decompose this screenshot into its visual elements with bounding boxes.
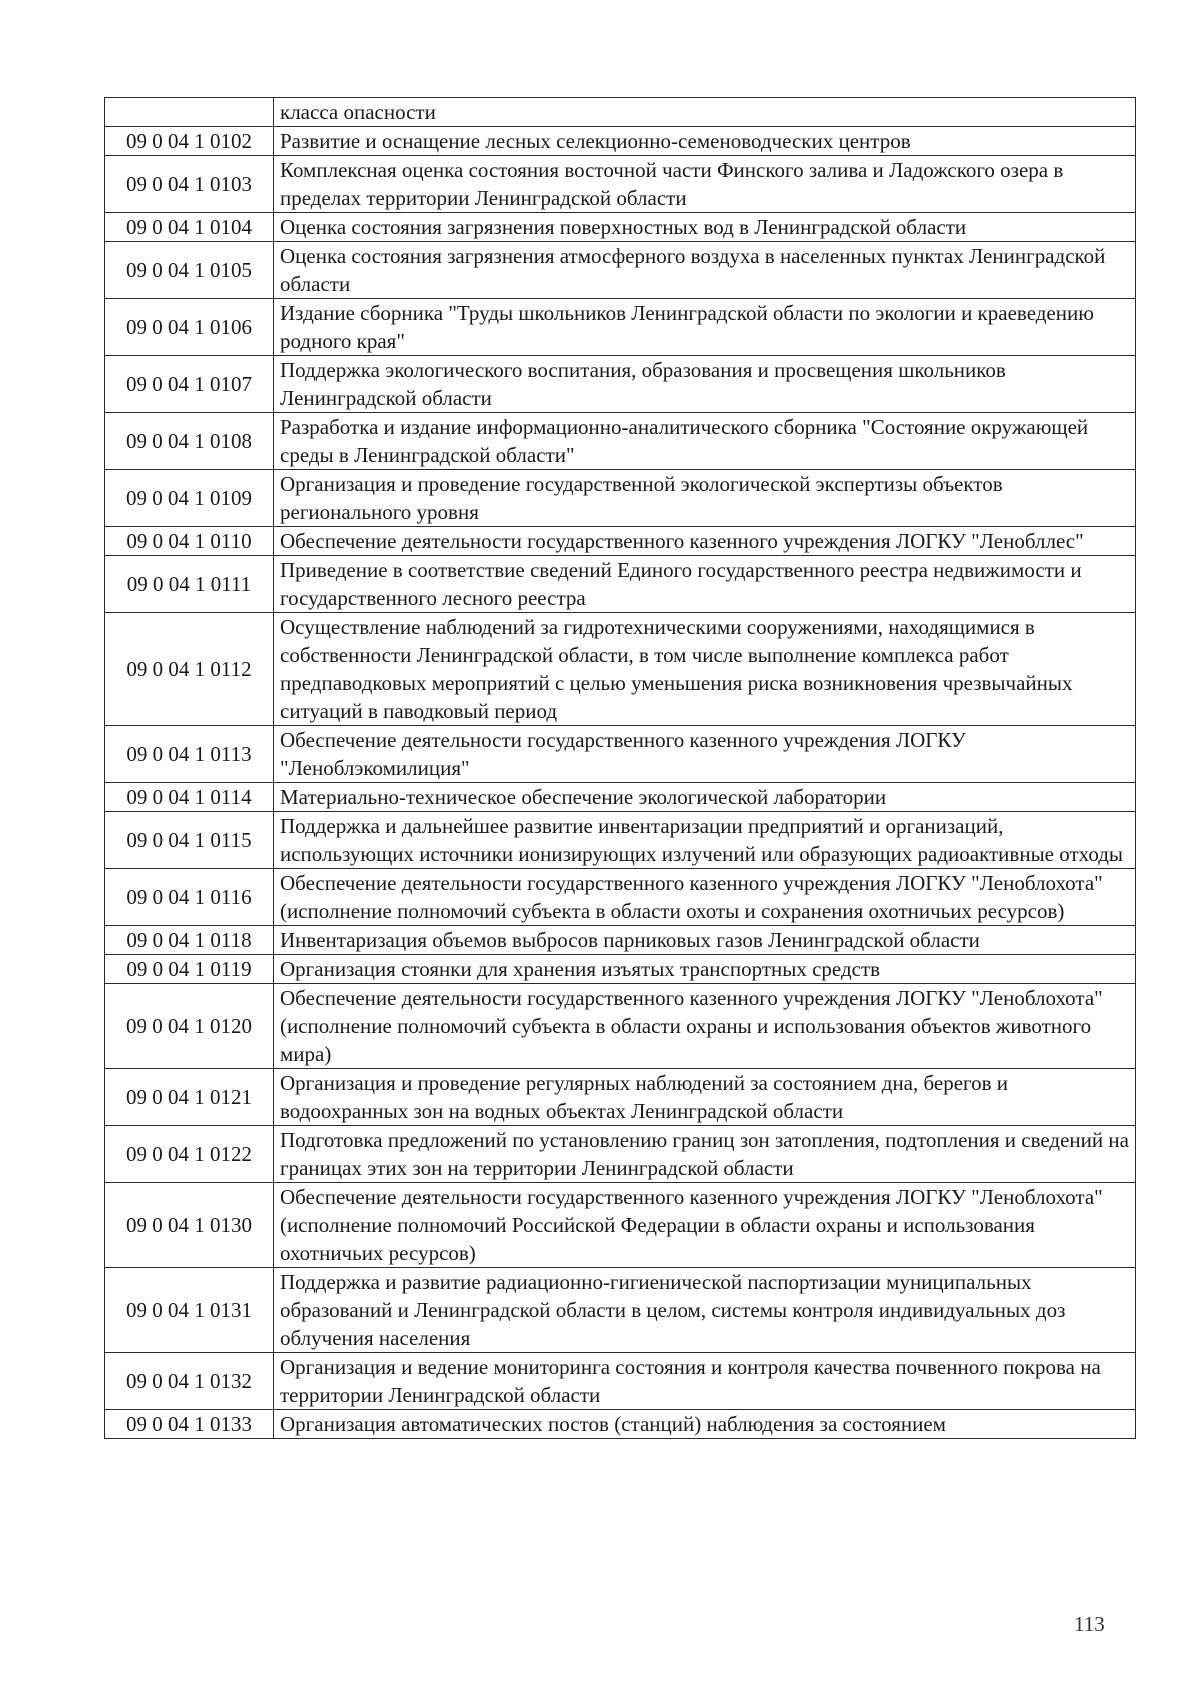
description-cell: Разработка и издание информационно-аналитического сборника "Состояние окружающей среды в Ленинградской области" [274, 413, 1136, 470]
table-row [105, 470, 1136, 527]
description-cell: Развитие и оснащение лесных селекционно-семеноводческих центров [274, 127, 1136, 156]
table-row [105, 1126, 1136, 1183]
description-cell: Издание сборника "Труды школьников Ленинградской области по экологии и краеведению родного края" [274, 299, 1136, 356]
code-cell: 09 0 04 1 0132 [105, 1353, 274, 1410]
description-cell: Оценка состояния загрязнения поверхностных вод в Ленинградской области [274, 213, 1136, 242]
code-cell: 09 0 04 1 0106 [105, 299, 274, 356]
description-cell: Осуществление наблюдений за гидротехническими сооружениями, находящимися в собственности Ленинградской области, в том числе выполнение комплекса работ предпаводковых мероприятий с целью уменьшения риска возникновения чрезвычайных ситуаций в паводковый период [274, 613, 1136, 726]
code-cell: 09 0 04 1 0104 [105, 213, 274, 242]
code-cell: 09 0 04 1 0113 [105, 726, 274, 783]
code-cell: 09 0 04 1 0116 [105, 869, 274, 926]
table-row [105, 413, 1136, 470]
description-cell: Инвентаризация объемов выбросов парниковых газов Ленинградской области [274, 926, 1136, 955]
table-row [105, 926, 1136, 955]
page-number: 113 [1074, 1612, 1105, 1636]
description-cell: Организация и проведение регулярных наблюдений за состоянием дна, берегов и водоохранных зон на водных объектах Ленинградской области [274, 1069, 1136, 1126]
code-cell: 09 0 04 1 0121 [105, 1069, 274, 1126]
code-cell: 09 0 04 1 0107 [105, 356, 274, 413]
description-cell: Поддержка и развитие радиационно-гигиенической паспортизации муниципальных образований и Ленинградской области в целом, системы контроля индивидуальных доз облучения населения [274, 1268, 1136, 1353]
table-row [105, 783, 1136, 812]
table-row [105, 98, 1136, 127]
description-cell: Обеспечение деятельности государственного казенного учреждения ЛОГКУ "Леноблохота" (исполнение полномочий Российской Федерации в области охраны и использования охотничьих ресурсов) [274, 1183, 1136, 1268]
table-row [105, 556, 1136, 613]
code-cell: 09 0 04 1 0131 [105, 1268, 274, 1353]
code-cell: 09 0 04 1 0133 [105, 1410, 274, 1439]
table-row [105, 1069, 1136, 1126]
description-cell: Обеспечение деятельности государственного казенного учреждения ЛОГКУ "Леноблохота" (исполнение полномочий субъекта в области охоты и сохранения охотничьих ресурсов) [274, 869, 1136, 926]
table-row [105, 527, 1136, 556]
code-cell: 09 0 04 1 0102 [105, 127, 274, 156]
table-row [105, 869, 1136, 926]
description-cell: Организация автоматических постов (станций) наблюдения за состоянием [274, 1410, 1136, 1439]
code-cell: 09 0 04 1 0110 [105, 527, 274, 556]
table-row [105, 156, 1136, 213]
table-row [105, 812, 1136, 869]
table-row [105, 984, 1136, 1069]
code-cell: 09 0 04 1 0109 [105, 470, 274, 527]
table-row [105, 213, 1136, 242]
code-cell: 09 0 04 1 0115 [105, 812, 274, 869]
code-cell: 09 0 04 1 0120 [105, 984, 274, 1069]
table-body [105, 98, 1136, 1439]
code-cell: 09 0 04 1 0119 [105, 955, 274, 984]
description-cell: Организация стоянки для хранения изъятых транспортных средств [274, 955, 1136, 984]
table-row [105, 1353, 1136, 1410]
code-cell: 09 0 04 1 0130 [105, 1183, 274, 1268]
table-row [105, 955, 1136, 984]
table-row [105, 242, 1136, 299]
description-cell: класса опасности [274, 98, 1136, 127]
table-row [105, 127, 1136, 156]
table-row [105, 613, 1136, 726]
description-cell: Подготовка предложений по установлению границ зон затопления, подтопления и сведений на границах этих зон на территории Ленинградской области [274, 1126, 1136, 1183]
description-cell: Оценка состояния загрязнения атмосферного воздуха в населенных пунктах Ленинградской области [274, 242, 1136, 299]
code-cell: 09 0 04 1 0111 [105, 556, 274, 613]
table-row [105, 1183, 1136, 1268]
description-cell: Обеспечение деятельности государственного казенного учреждения ЛОГКУ "Леноблэкомилиция" [274, 726, 1136, 783]
code-cell: 09 0 04 1 0103 [105, 156, 274, 213]
code-cell: 09 0 04 1 0112 [105, 613, 274, 726]
budget-code-table [104, 97, 1136, 1439]
table-row [105, 726, 1136, 783]
code-cell: 09 0 04 1 0118 [105, 926, 274, 955]
description-cell: Комплексная оценка состояния восточной части Финского залива и Ладожского озера в пределах территории Ленинградской области [274, 156, 1136, 213]
table-row [105, 356, 1136, 413]
description-cell: Организация и проведение государственной экологической экспертизы объектов регионального уровня [274, 470, 1136, 527]
code-cell: 09 0 04 1 0108 [105, 413, 274, 470]
table-row [105, 299, 1136, 356]
code-cell: 09 0 04 1 0122 [105, 1126, 274, 1183]
description-cell: Обеспечение деятельности государственного казенного учреждения ЛОГКУ "Леноблохота" (исполнение полномочий субъекта в области охраны и использования объектов животного мира) [274, 984, 1136, 1069]
description-cell: Поддержка и дальнейшее развитие инвентаризации предприятий и организаций, использующих источники ионизирующих излучений или образующих радиоактивные отходы [274, 812, 1136, 869]
description-cell: Материально-техническое обеспечение экологической лаборатории [274, 783, 1136, 812]
description-cell: Поддержка экологического воспитания, образования и просвещения школьников Ленинградской области [274, 356, 1136, 413]
description-cell: Обеспечение деятельности государственного казенного учреждения ЛОГКУ "Ленобллес" [274, 527, 1136, 556]
table-row [105, 1268, 1136, 1353]
table-row [105, 1410, 1136, 1439]
code-cell [105, 98, 274, 127]
code-cell: 09 0 04 1 0105 [105, 242, 274, 299]
description-cell: Приведение в соответствие сведений Единого государственного реестра недвижимости и государственного лесного реестра [274, 556, 1136, 613]
description-cell: Организация и ведение мониторинга состояния и контроля качества почвенного покрова на территории Ленинградской области [274, 1353, 1136, 1410]
code-cell: 09 0 04 1 0114 [105, 783, 274, 812]
